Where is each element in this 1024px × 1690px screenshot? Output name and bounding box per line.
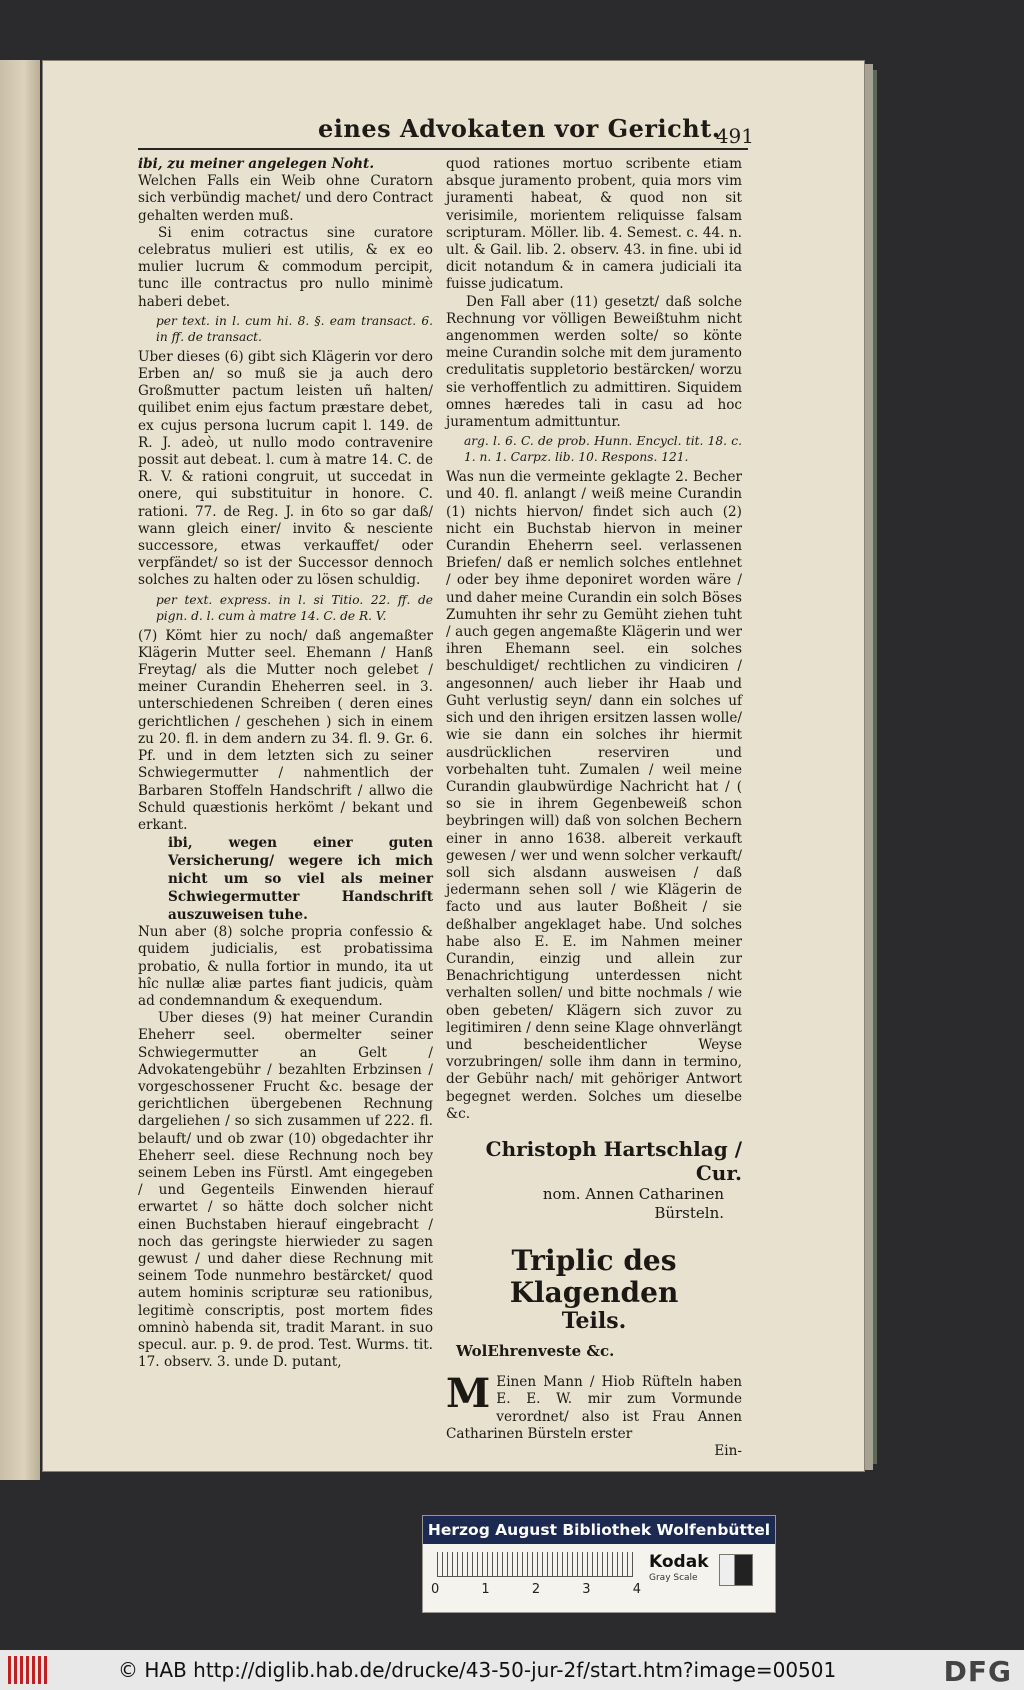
- color-reference-card: [422, 1515, 776, 1613]
- right-column-body: [446, 156, 742, 1123]
- signature-line-2: nom. Annen Catharinen: [542, 1184, 724, 1203]
- right_column-indent-1: Den Fall aber (11) gesetzt/ daß solche Rechnung vor völligen Beweißtuhm nicht angenommen werden solte/ so könte meine Curandin solche mit dem juramento credulitatis suppletorio bestärcken/ worzu sie verhoffentlich zu admittiren. Siquidem omnes hæredes tali in casu ad hoc juramentum admittuntur.: [446, 293, 742, 431]
- right-column: [446, 156, 742, 1460]
- left-column: [138, 156, 433, 1371]
- right_column-text-3: Was nun die vermeinte geklagte 2. Becher und 40. fl. anlangt / weiß meine Curandin (1) nichts hiervon/ findet sich auch (2) nicht ein Buchstab hiervon in meiner Curandin Eheherrn seel. verlassenen Briefen/ daß er nemlich solches entlehnet / oder bey ihme deponiret worden wäre / und daher meine Curandin ein solch Böses Zumuhten ihr sehr zu Gemüht ziehen tuht / auch gegen angemaßte Klägerin und wer ihren Ehemann seel. ein solches beschuldiget/ rechtlichen zu vindiciren / angesonnen/ auch lieber ihr Haab und Guht verlustig seyn/ dann ein solches uf sich und den ihrigen ersitzen lassen wolle/ wie sie dann ein solches ihr hiermit ausdrücklichen reserviren und vorbehalten tuht. Zumalen / weil meine Curandin glaubwürdige Nachricht hat / ( so sie in ihrem Gegenbeweiß schon beybringen will) daß von solchen Bechern einer in anno 1638. albereit verkauft gewesen / wer und wenn solcher verkauft/ soll sich alsdann ausweisen / daß jedermann sehen soll / wie Klägerin de facto und aus lauter Boßheit / sie deßhalber angeklaget habe. Und solches habe also E. E. im Nahmen meiner Curandin, einzig und allein zur Benachrichtigung unterdessen nicht verhalten sollen/ und bitte nochmals / wie oben gebeten/ Klägern sich zuvor zu legitimiren / denn seine Klage ohnverlängt und bescheidentlicher Weyse vorzubringen/ solle ihm dann in termino, der Gebühr nach/ mit gehöriger Antwort begegnet werden. Solches um dieselbe &c.: [446, 469, 742, 1122]
- opening-text: Einen Mann / Hiob Rüfteln haben E. E. W. mir zum Vormunde verordnet/ also ist Frau Annen Catharinen Bürsteln erster: [446, 1374, 742, 1442]
- right_column-cite-2: arg. l. 6. C. de prob. Hunn. Encycl. tit. 18. c. 1. n. 1. Carpz. lib. 10. Respons. 121.: [464, 434, 742, 465]
- ruler-scale: [437, 1552, 633, 1577]
- opening-paragraph: [446, 1370, 742, 1443]
- footer-copyright-link[interactable]: © HAB http://diglib.hab.de/drucke/43-50-jur-2f/start.htm?image=00501: [118, 1658, 837, 1682]
- left_column-text-4: Uber dieses (6) gibt sich Klägerin vor dero Erben an/ so muß sie ja auch dero Großmutter pactum leisten uñ halten/ quilibet enim ejus factum præstare debet, ex cujus persona lucrum capit l. 149. de R. J. adeò, ut nullo modo contravenire possit aut debeat. l. cum à matre 14. C. de R. V. & rationi congruit, ut succedat in onere, qui substituitur in honore. C. rationi. 77. de Reg. J. in 6to so gar daß/ wann gleich einer/ invito & nesciente successore, etwas verkauffet/ oder verpfändet/ so ist der Successor dennoch solches zu halten oder zu lösen schuldig.: [138, 348, 433, 589]
- card-title: Herzog August Bibliothek Wolfenbüttel: [423, 1516, 775, 1544]
- page-stack-shadow: [873, 70, 877, 1464]
- kodak-subtitle: Gray Scale: [649, 1573, 698, 1583]
- ruler-label: 1: [481, 1582, 490, 1597]
- left_column-text-6: (7) Kömt hier zu noch/ daß angemaßter Klägerin Mutter seel. Ehemann / Hanß Freytag/ als die Mutter noch gelebet / meiner Curandin Eheherren seel. in 3. unterschiedenen Schreiben ( deren eines gerichtlichen / geschehen ) sich in einem zu 20. fl. in dem andern zu 34. fl. 9. Gr. 6. Pf. und in dem letzten sich zu seiner Schwiegermutter / nahmentlich der Barbaren Stoffeln Handschrift / allwo die Schuld quæstionis herkömt / bekant und erkant.: [138, 627, 433, 833]
- left_column-indent-2: Si enim cotractus sine curatore celebratus mulieri est utilis, & ex eo mulier lucrum & commodum percipit, tunc ille contractus pro nullo minimè haberi debet.: [138, 224, 433, 310]
- ruler-labels: [431, 1582, 641, 1597]
- drop-cap: M: [446, 1370, 491, 1418]
- ruler-label: 4: [632, 1582, 641, 1597]
- section-heading: Triplic des Klagenden: [509, 1243, 679, 1309]
- ruler-label: 0: [431, 1582, 440, 1597]
- header-rule: [138, 148, 748, 150]
- running-title: eines Advokaten vor Gericht.: [318, 114, 721, 143]
- footer-bar: [0, 1650, 1024, 1690]
- left_column-cite-3: per text. in l. cum hi. 8. §. eam transact. 6. in ff. de transact.: [156, 313, 433, 344]
- left_column-block-7: ibi, wegen einer guten Versicherung/ wegere ich mich nicht um so viel als meiner Schwiegermutter Handschrift auszuweisen tuhe.: [168, 835, 433, 924]
- facing-page-edge: [0, 60, 40, 1480]
- signature-name: Christoph Hartschlag / Cur.: [485, 1136, 742, 1185]
- catchword: Ein-: [714, 1442, 742, 1459]
- gray-scale-patch: [719, 1554, 753, 1586]
- ruler-label: 3: [582, 1582, 591, 1597]
- right_column-text-0: quod rationes mortuo scribente etiam absque juramento probent, quia mors vim juramenti habeat, & quod non sit verisimile, morientem reliquisse falsam scripturam. Möller. lib. 4. Semest. c. 44. n. ult. & Gail. lib. 2. observ. 43. in fine. ubi id dicit notandum & in camera judiciali ita fuisse judicatum.: [446, 156, 742, 293]
- section-heading-2: Teils.: [561, 1307, 627, 1334]
- page-number: 491: [715, 124, 754, 148]
- salutation: WolEhrenveste &c.: [456, 1341, 615, 1360]
- kodak-logo: Kodak: [649, 1552, 709, 1572]
- page-stack-edge: [865, 64, 873, 1470]
- left_column-text-1: Welchen Falls ein Weib ohne Curatorn sich verbündig machet/ und dero Contract gehalten werden muß.: [138, 173, 433, 224]
- signature-line-3: Bürsteln.: [654, 1203, 724, 1222]
- left_column-text-8: Nun aber (8) solche propria confessio & quidem judicialis, est probatissima probatio, & nulla fortior in mundo, ita ut hîc nullæ aliæ partes fiant judicis, quàm ad condemnandum & exequendum.: [138, 924, 433, 1009]
- page-header: [138, 112, 754, 152]
- ruler-label: 2: [531, 1582, 541, 1597]
- left_column-indent-9: Uber dieses (9) hat meiner Curandin Eheherr seel. obermelter seiner Schwiegermutter an Gelt / Advokatengebühr / bezahlten Erbzinsen / vorgeschossener Frucht &c. besage der gerichtlichen übergebenen Rechnung dargeliehen / so sich zusammen uf 222. fl. belauft/ und ob zwar (10) obgedachter ihr Eheherr seel. diese Rechnung noch bey seinem Leben ins Fürstl. Amt eingegeben / und Gegenteils Einwenden hierauf erwartet / so hätte doch solcher nicht einen Buchstaben hierauf eingebracht / noch das geringste hierwieder zu sagen gewust / und daher diese Rechnung mit seinem Tode nunmehro bestärcket/ quod autem hominis scripturæ seu rationibus, legitimè conscriptis, post mortem fides omninò habenda sit, tradit Marant. in suo specul. aur. p. 9. de prod. Test. Wurms. tit. 17. observ. 3. unde D. putant,: [138, 1010, 433, 1371]
- dfg-logo: DFG: [943, 1655, 1012, 1688]
- left_column-cite-5: per text. express. in l. si Titio. 22. ff. de pign. d. l. cum à matre 14. C. de R. V.: [156, 592, 433, 623]
- hab-logo-icon: [8, 1656, 48, 1684]
- left_column-lead-0: ibi, zu meiner angelegen Noht.: [138, 156, 375, 172]
